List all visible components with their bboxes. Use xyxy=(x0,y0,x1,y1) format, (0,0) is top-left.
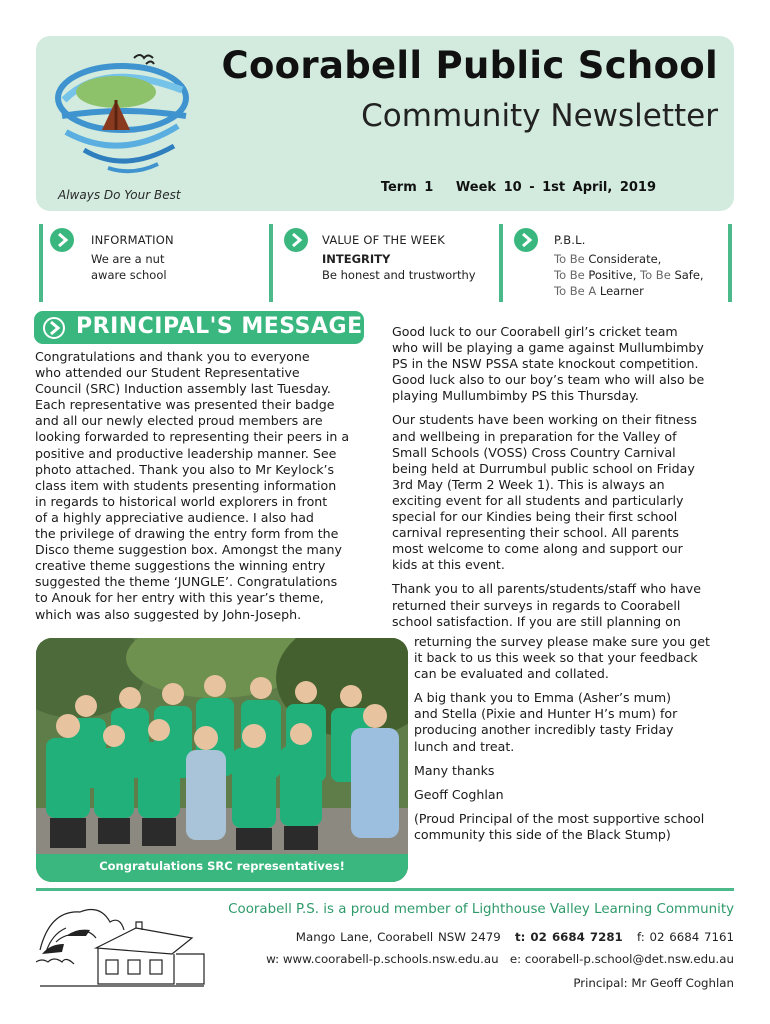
text-line: Disco theme suggestion box. Amongst the many xyxy=(35,542,342,558)
principal-message-right-column xyxy=(392,324,740,638)
text-line: Each representative was presented their badge xyxy=(35,397,335,413)
text-line: and all our newly elected proud members are xyxy=(35,413,323,429)
school-name: Coorabell Public School xyxy=(221,44,718,87)
text-line: can be evaluated and collated. xyxy=(414,666,609,682)
principal-name: Principal: Mr Geoff Coghlan xyxy=(573,976,734,990)
pbl-prefix: To Be A xyxy=(554,284,597,298)
text-line: kids at this event. xyxy=(392,557,505,573)
principal-message-indented-text xyxy=(414,634,734,851)
photo-caption: Congratulations SRC representatives! xyxy=(99,859,345,873)
pbl-prefix: To Be xyxy=(640,268,671,282)
text-line: community this side of the Black Stump) xyxy=(414,826,671,842)
chevron-right-icon xyxy=(284,228,308,252)
text-line: 3rd May (Term 2 Week 1). This is always an xyxy=(392,476,665,492)
principal-signature: Geoff Coghlan xyxy=(414,786,504,802)
text-line: playing Mullumbimby PS this Thursday. xyxy=(392,388,639,404)
pbl-prefix: To Be xyxy=(554,268,585,282)
text-line: producing another incredibly tasty Friday xyxy=(414,722,674,738)
text-line: (Proud Principal of the most supportive school xyxy=(414,810,705,826)
principal-message-banner xyxy=(34,311,364,344)
src-representatives-photo xyxy=(36,638,408,882)
closing-note xyxy=(414,811,734,843)
text-line: carnival representing their school. All parents xyxy=(392,525,679,541)
text-line: to Anouk for her entry with this year’s theme, xyxy=(35,590,324,606)
text-line: it back to us this week so that your feedback xyxy=(414,650,698,666)
text-line: Congratulations and thank you to everyone xyxy=(35,349,310,364)
text-line: A big thank you to Emma (Asher’s mum) xyxy=(414,690,672,706)
school-building-sketch xyxy=(36,902,208,994)
text-line: which was also suggested by John-Joseph. xyxy=(35,606,302,622)
information-line: aware school xyxy=(91,268,167,282)
issue-date: 1st April, 2019 xyxy=(542,180,656,195)
text-line: looking forwarded to representing their peers in a xyxy=(35,429,350,445)
paragraph-cross-country xyxy=(392,412,740,573)
phone-number: t: 02 6684 7281 xyxy=(514,930,623,944)
pbl-heading: P.B.L. xyxy=(554,233,586,247)
week-number: 10 - xyxy=(503,180,535,195)
community-membership: Coorabell P.S. is a proud member of Lighthouse Valley Learning Community xyxy=(228,902,734,917)
text-line: being held at Durrumbul public school on Friday xyxy=(392,460,695,476)
chevron-right-icon xyxy=(42,317,66,339)
text-line: special for our Kindies being their first school xyxy=(392,509,678,525)
text-line: Small Schools (VOSS) Cross Country Carnival xyxy=(392,444,676,460)
pbl-value: Positive, xyxy=(588,268,637,282)
fax-number: f: 02 6684 7161 xyxy=(636,930,734,944)
chevron-right-icon xyxy=(514,228,538,252)
info-row xyxy=(36,224,734,304)
pbl-value: Safe, xyxy=(674,268,704,282)
closing-thanks: Many thanks xyxy=(414,762,495,778)
text-line: Council (SRC) Induction assembly last Tuesday. xyxy=(35,381,331,397)
text-line: exciting event for all students and particularly xyxy=(392,492,684,508)
footer-divider xyxy=(36,888,734,891)
divider-bar xyxy=(269,224,273,302)
photo-caption-bar xyxy=(36,854,408,882)
email-address[interactable]: e: coorabell-p.school@det.nsw.edu.au xyxy=(509,952,734,966)
text-line: suggested the theme ‘JUNGLE’. Congratulations xyxy=(35,574,338,590)
divider-bar xyxy=(499,224,503,302)
text-line: school satisfaction. If you are still planning on xyxy=(392,613,681,629)
text-line: creative theme suggestions the winning entry xyxy=(35,558,326,574)
pbl-value: Learner xyxy=(599,284,644,298)
text-line: returning the survey please make sure you get xyxy=(414,634,710,649)
principal-message-left-column xyxy=(35,349,380,623)
school-logo xyxy=(54,50,194,180)
week-label: Week xyxy=(455,180,497,195)
text-line: and wellbeing in preparation for the Valley of xyxy=(392,428,677,444)
pbl-prefix: To Be xyxy=(554,252,585,266)
text-line: PS in the NSW PSSA state knockout competition. xyxy=(392,356,699,372)
term-number: 1 xyxy=(424,180,434,195)
pbl-text xyxy=(554,251,704,299)
issue-line xyxy=(381,180,656,195)
text-line: Thank you to all parents/students/staff who have xyxy=(392,581,701,597)
term-label: Term xyxy=(380,180,417,195)
school-motto: Always Do Your Best xyxy=(58,188,181,202)
principal-message-heading: PRINCIPAL'S MESSAGE xyxy=(76,314,363,339)
divider-bar xyxy=(39,224,43,302)
paragraph-cricket xyxy=(392,324,740,404)
text-line: of a highly appreciative audience. I also had xyxy=(35,509,314,525)
text-line: the privilege of drawing the entry form from the xyxy=(35,526,339,542)
paragraph-surveys xyxy=(392,581,740,629)
text-line: and Stella (Pixie and Hunter H’s mum) for xyxy=(414,706,678,722)
text-line: in regards to historical world explorers in front xyxy=(35,493,328,509)
value-title: INTEGRITY xyxy=(322,252,391,266)
web-email-line xyxy=(266,952,734,966)
information-text xyxy=(91,251,167,283)
text-line: Good luck to our Coorabell girl’s cricket team xyxy=(392,324,678,339)
text-line: Good luck also to our boy’s team who will also be xyxy=(392,372,705,388)
text-line: class item with students presenting information xyxy=(35,477,337,493)
newsletter-title: Community Newsletter xyxy=(361,98,718,134)
chevron-right-icon xyxy=(50,228,74,252)
text-line: Our students have been working on their fitness xyxy=(392,412,697,428)
pbl-value: Considerate, xyxy=(588,252,662,266)
paragraph-surveys-continued xyxy=(414,634,734,682)
information-heading: INFORMATION xyxy=(91,233,174,247)
contact-line xyxy=(296,930,734,944)
value-text xyxy=(322,251,476,283)
text-line: most welcome to come along and support our xyxy=(392,541,683,557)
text-line: who will be playing a game against Mullumbimby xyxy=(392,340,704,356)
value-description: Be honest and trustworthy xyxy=(322,268,476,282)
text-line: positive and productive leadership manner. See xyxy=(35,445,337,461)
text-line: photo attached. Thank you also to Mr Keylock’s xyxy=(35,461,335,477)
text-line: returned their surveys in regards to Coorabell xyxy=(392,597,681,613)
text-line: who attended our Student Representative xyxy=(35,365,300,381)
website[interactable]: w: www.coorabell-p.schools.nsw.edu.au xyxy=(266,952,499,966)
text-line: lunch and treat. xyxy=(414,738,515,754)
divider-bar xyxy=(728,224,732,302)
information-line: We are a nut xyxy=(91,252,165,266)
school-address: Mango Lane, Coorabell NSW 2479 xyxy=(295,930,501,944)
value-heading: VALUE OF THE WEEK xyxy=(322,233,445,247)
paragraph-lunch xyxy=(414,690,734,754)
